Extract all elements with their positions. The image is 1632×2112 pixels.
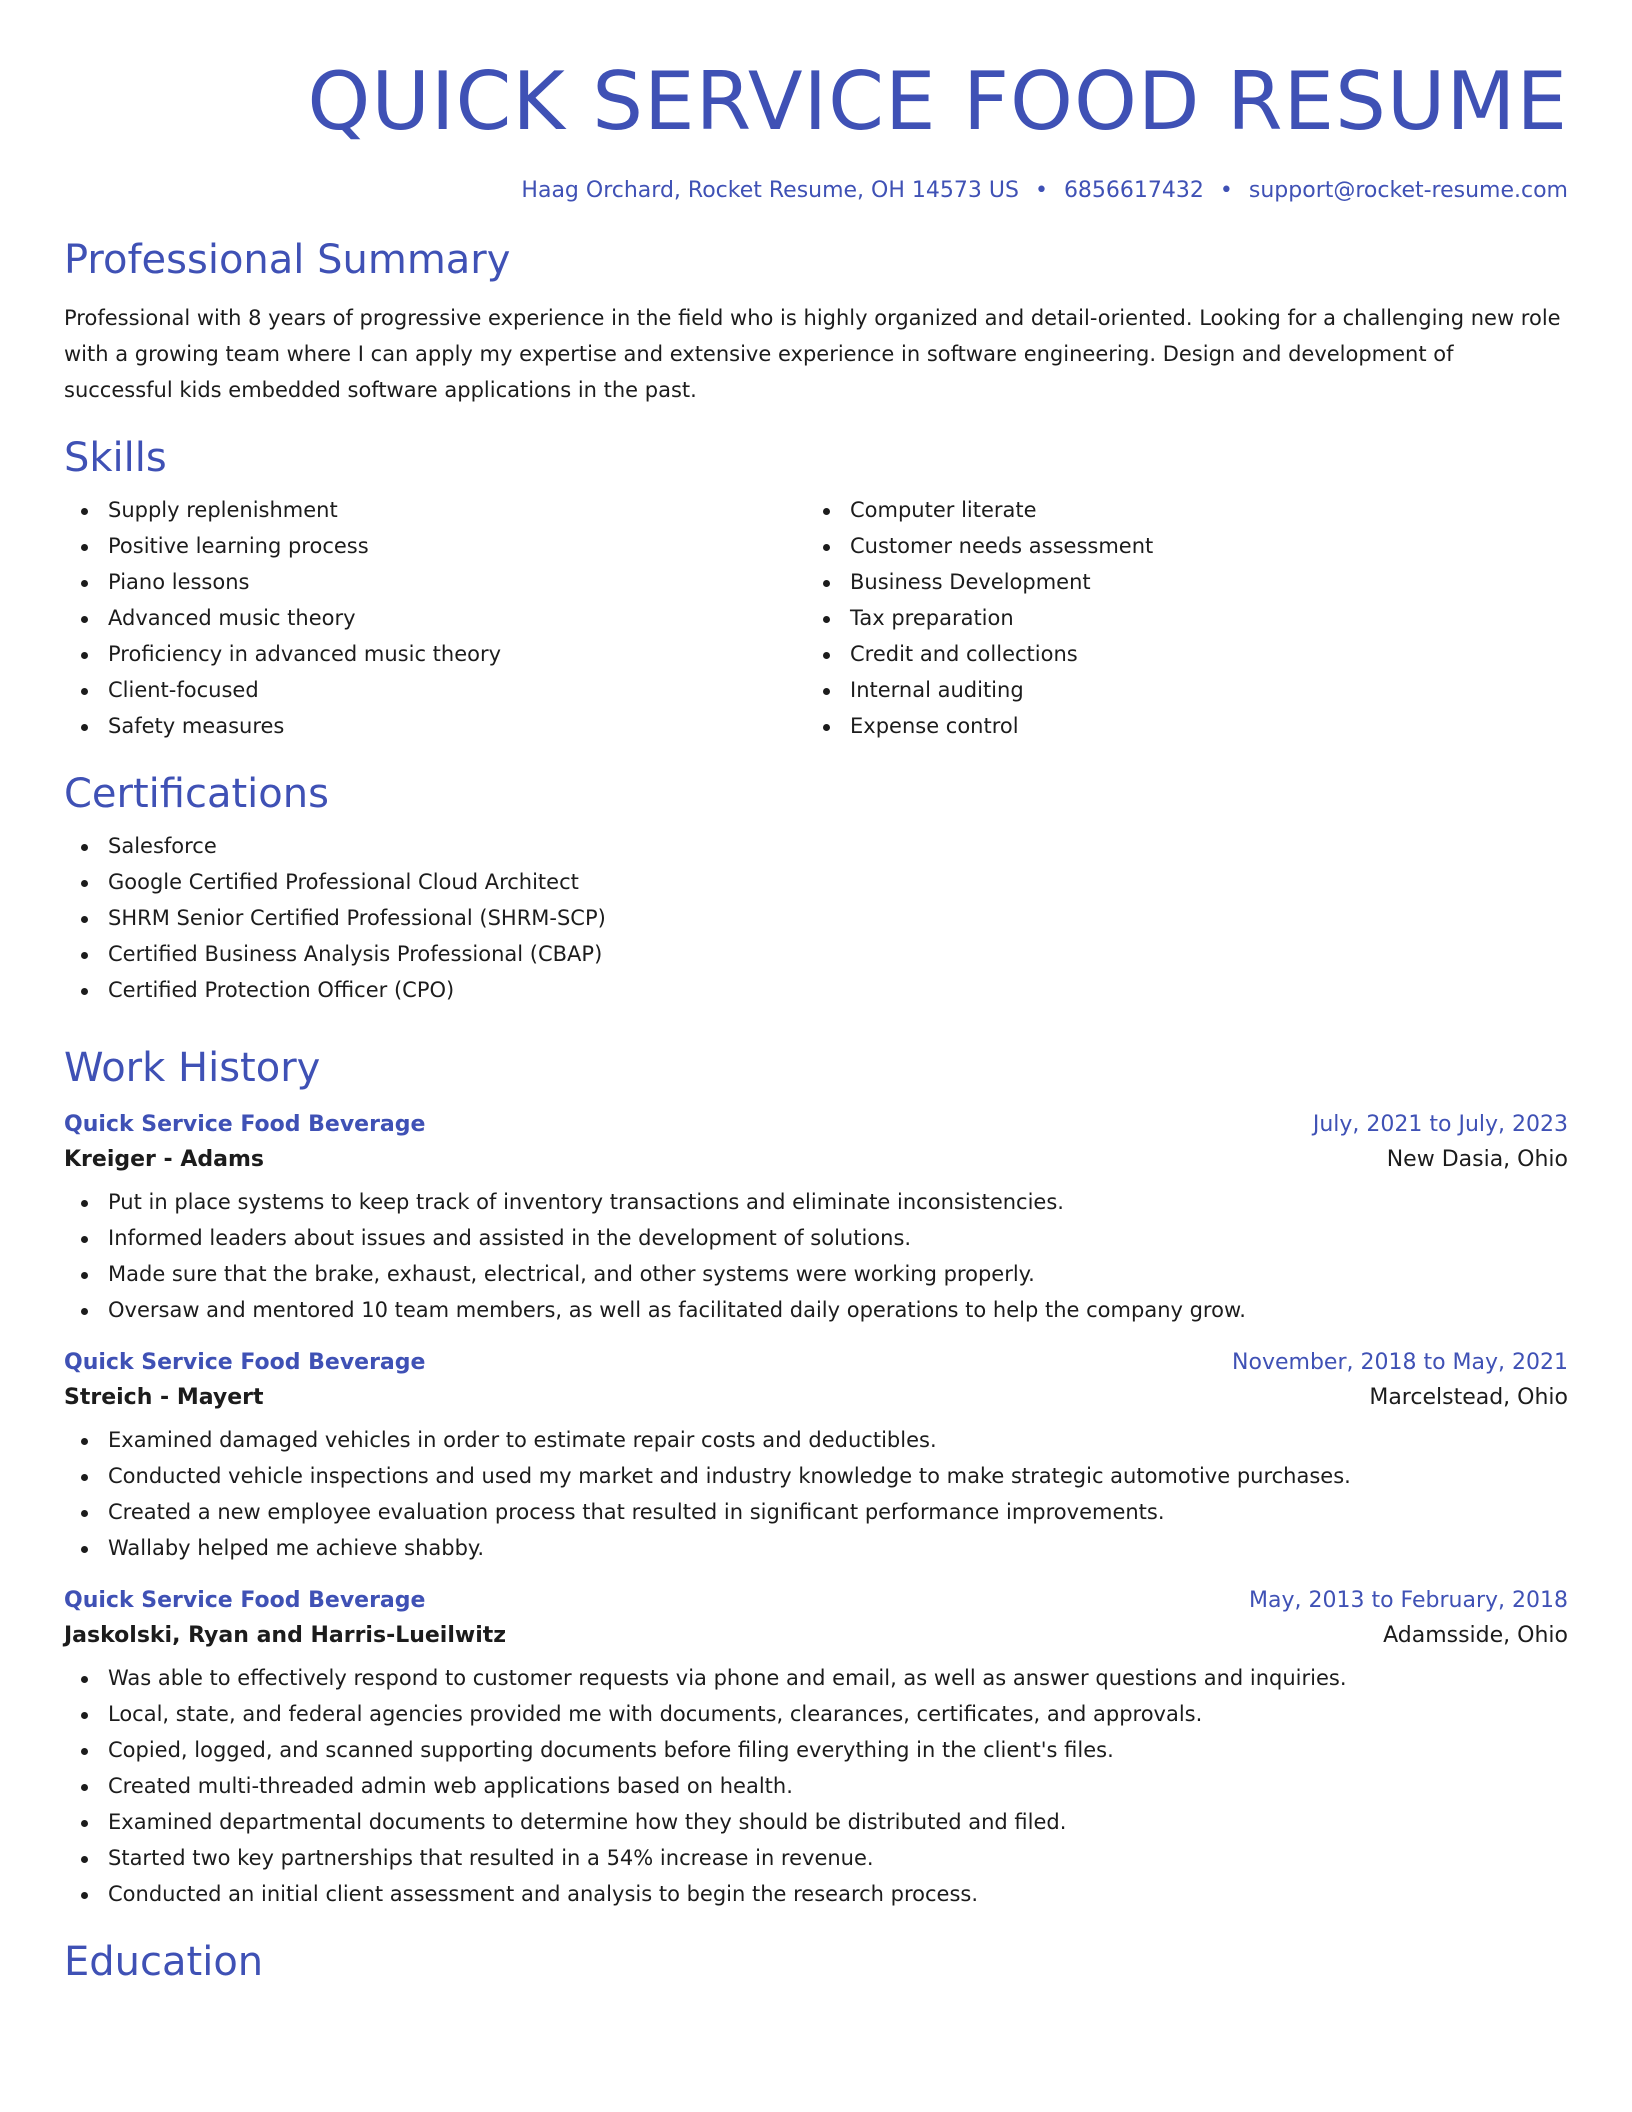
job-duty-item: Examined damaged vehicles in order to estimate repair costs and deductibles. bbox=[64, 1422, 1568, 1458]
job-location: New Dasia, Ohio bbox=[1386, 1147, 1568, 1172]
skill-item: Advanced music theory bbox=[64, 600, 806, 636]
job-header bbox=[64, 1588, 1568, 1613]
job-duty-item: Wallaby helped me achieve shabby. bbox=[64, 1530, 1568, 1566]
job-entry bbox=[64, 1350, 1568, 1566]
job-duty-item: Made sure that the brake, exhaust, electrical, and other systems were working properly. bbox=[64, 1256, 1568, 1292]
work-history-heading: Work History bbox=[64, 1045, 321, 1091]
job-subheader bbox=[64, 1385, 1568, 1410]
skills-list-left bbox=[64, 492, 806, 744]
job-entry bbox=[64, 1588, 1568, 1912]
contact-separator: • bbox=[1034, 178, 1048, 203]
job-duty-item: Local, state, and federal agencies provided me with documents, clearances, certificates, and approvals. bbox=[64, 1696, 1568, 1732]
certification-item: SHRM Senior Certified Professional (SHRM-SCP) bbox=[64, 900, 1568, 936]
contact-address: Haag Orchard, Rocket Resume, OH 14573 US bbox=[521, 178, 1019, 203]
job-company: Kreiger - Adams bbox=[64, 1147, 264, 1172]
certification-item: Certified Protection Officer (CPO) bbox=[64, 972, 1568, 1008]
skill-item: Business Development bbox=[806, 564, 1548, 600]
skill-item: Proficiency in advanced music theory bbox=[64, 636, 806, 672]
contact-phone: 6856617432 bbox=[1063, 178, 1204, 203]
job-duty-item: Was able to effectively respond to customer requests via phone and email, as well as answer questions and inquiries. bbox=[64, 1660, 1568, 1696]
certifications-heading: Certifications bbox=[64, 771, 329, 817]
job-duty-item: Created multi-threaded admin web applications based on health. bbox=[64, 1768, 1568, 1804]
certification-item: Salesforce bbox=[64, 828, 1568, 864]
skill-item: Internal auditing bbox=[806, 672, 1548, 708]
job-duty-item: Started two key partnerships that resulted in a 54% increase in revenue. bbox=[64, 1840, 1568, 1876]
job-dates: July, 2021 to July, 2023 bbox=[1312, 1112, 1568, 1137]
job-subheader bbox=[64, 1623, 1568, 1648]
job-duty-item: Created a new employee evaluation process that resulted in significant performance improvements. bbox=[64, 1494, 1568, 1530]
skills-list-right bbox=[806, 492, 1548, 744]
skill-item: Piano lessons bbox=[64, 564, 806, 600]
education-heading: Education bbox=[64, 1939, 264, 1985]
skills-grid bbox=[64, 492, 1568, 744]
job-company: Jaskolski, Ryan and Harris-Lueilwitz bbox=[64, 1623, 507, 1648]
job-entry bbox=[64, 1112, 1568, 1328]
skill-item: Credit and collections bbox=[806, 636, 1548, 672]
job-duty-item: Examined departmental documents to determine how they should be distributed and filed. bbox=[64, 1804, 1568, 1840]
certifications-list bbox=[64, 828, 1568, 1008]
job-duty-item: Conducted vehicle inspections and used my market and industry knowledge to make strategic automotive purchases. bbox=[64, 1458, 1568, 1494]
contact-line bbox=[64, 180, 1568, 202]
job-title: Quick Service Food Beverage bbox=[64, 1350, 426, 1375]
summary-text: Professional with 8 years of progressive experience in the field who is highly organized and detail-oriented. Looking for a challenging new role with a growing team where I can apply my expertise and extensive experience in software engineering. Design and development of successful kids embedded software applications in the past. bbox=[64, 306, 1561, 402]
job-duty-item: Oversaw and mentored 10 team members, as well as facilitated daily operations to help the company grow. bbox=[64, 1292, 1568, 1328]
job-duties-list bbox=[64, 1184, 1568, 1328]
job-title: Quick Service Food Beverage bbox=[64, 1112, 426, 1137]
skill-item: Computer literate bbox=[806, 492, 1548, 528]
job-dates: May, 2013 to February, 2018 bbox=[1249, 1588, 1568, 1613]
skill-item: Expense control bbox=[806, 708, 1548, 744]
job-dates: November, 2018 to May, 2021 bbox=[1232, 1350, 1568, 1375]
job-location: Adamsside, Ohio bbox=[1383, 1623, 1568, 1648]
job-duty-item: Copied, logged, and scanned supporting documents before filing everything in the client's files. bbox=[64, 1732, 1568, 1768]
job-duty-item: Informed leaders about issues and assisted in the development of solutions. bbox=[64, 1220, 1568, 1256]
contact-email: support@rocket-resume.com bbox=[1248, 178, 1568, 203]
skill-item: Safety measures bbox=[64, 708, 806, 744]
job-duties-list bbox=[64, 1422, 1568, 1566]
job-header bbox=[64, 1350, 1568, 1375]
job-duty-item: Put in place systems to keep track of inventory transactions and eliminate inconsistencies. bbox=[64, 1184, 1568, 1220]
job-company: Streich - Mayert bbox=[64, 1385, 264, 1410]
job-title: Quick Service Food Beverage bbox=[64, 1588, 426, 1613]
contact-separator: • bbox=[1219, 178, 1233, 203]
skill-item: Client-focused bbox=[64, 672, 806, 708]
job-duties-list bbox=[64, 1660, 1568, 1912]
skills-heading: Skills bbox=[64, 435, 167, 481]
skill-item: Positive learning process bbox=[64, 528, 806, 564]
skill-item: Tax preparation bbox=[806, 600, 1548, 636]
job-duty-item: Conducted an initial client assessment and analysis to begin the research process. bbox=[64, 1876, 1568, 1912]
summary-heading: Professional Summary bbox=[64, 237, 511, 283]
job-location: Marcelstead, Ohio bbox=[1369, 1385, 1568, 1410]
job-header bbox=[64, 1112, 1568, 1137]
certification-item: Certified Business Analysis Professional (CBAP) bbox=[64, 936, 1568, 972]
certification-item: Google Certified Professional Cloud Architect bbox=[64, 864, 1568, 900]
resume-title: QUICK SERVICE FOOD RESUME bbox=[307, 55, 1568, 148]
skill-item: Customer needs assessment bbox=[806, 528, 1548, 564]
job-subheader bbox=[64, 1147, 1568, 1172]
skill-item: Supply replenishment bbox=[64, 492, 806, 528]
